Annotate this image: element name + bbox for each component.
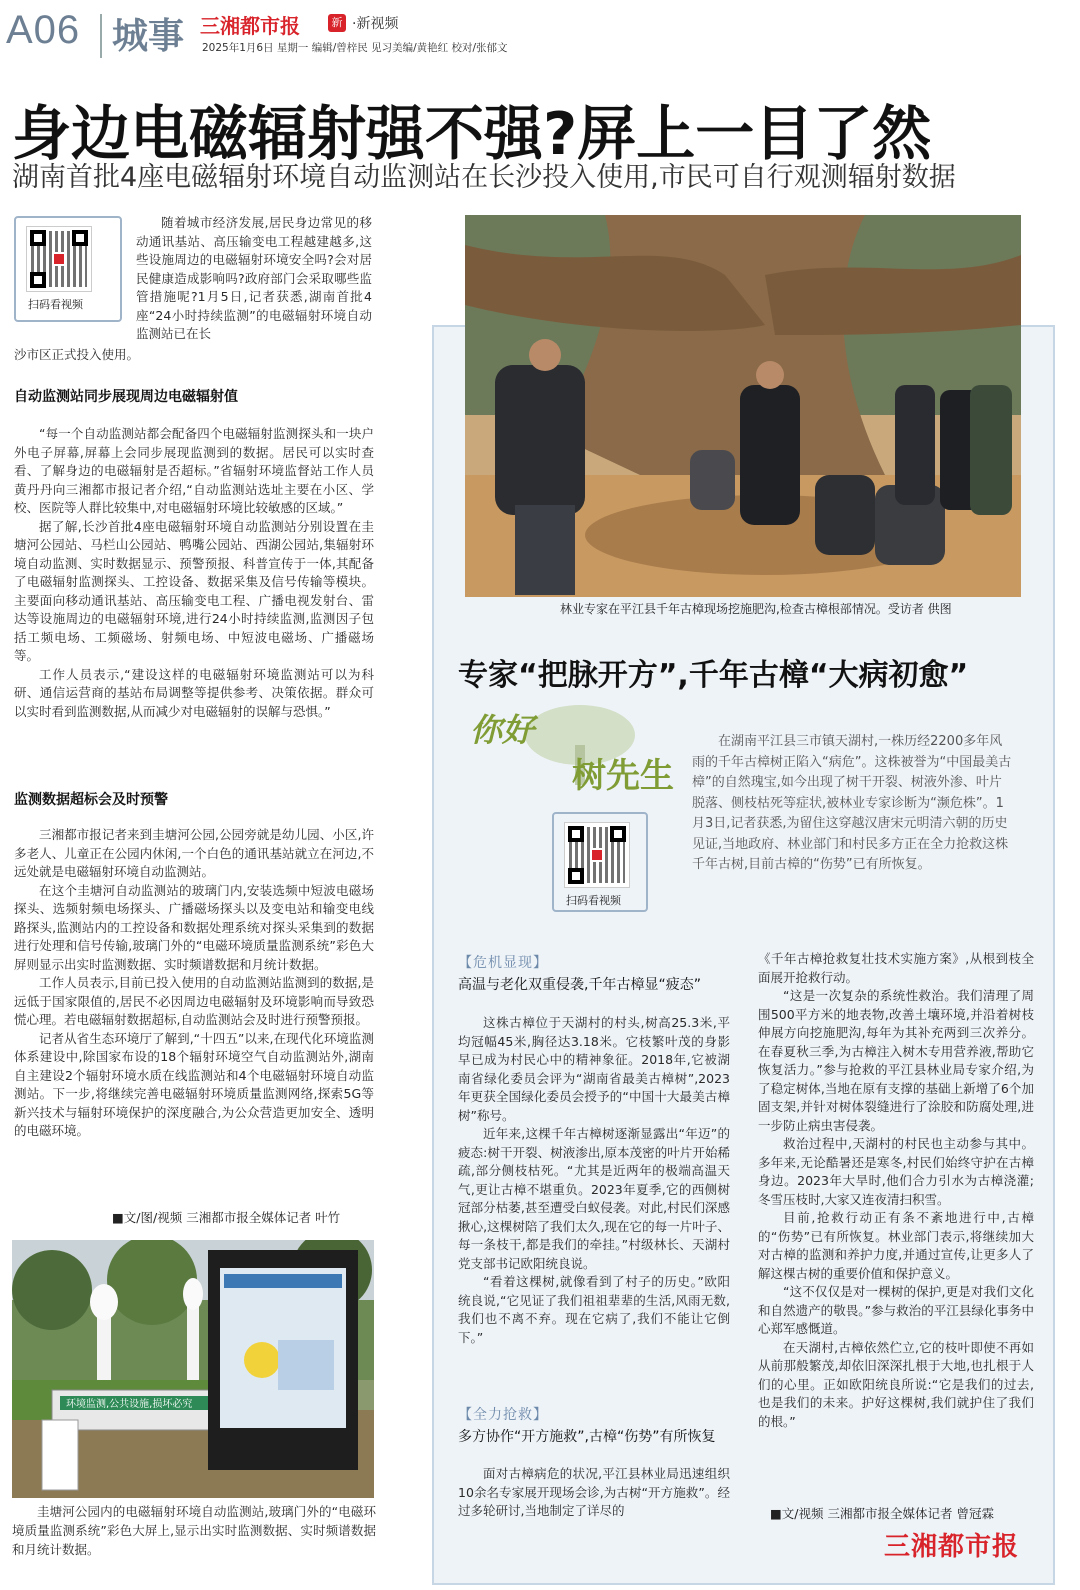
- ancient-camphor-photo: [465, 215, 1021, 597]
- story-lede: 在湖南平江县三市镇天湖村,一株历经2200多年风雨的千年古樟树正陷入“病危”。这株被誉为“中国最美古樟”的自然瑰宝,如今出现了树干开裂、树液外渗、叶片脱落、侧枝枯死等症状,被林业专家诊断为“濒危株”。1月3日,记者获悉,为留住这穿越汉唐宋元明清六朝的历史见证,当地政府、林业部门和村民多方正在全力抢救这株千年古树,目前古樟的“伤势”已有所恢复。: [692, 734, 1012, 872]
- main-headline: 身边电磁辐射强不强?屏上一目了然: [12, 99, 932, 168]
- footer-brand-logo: 三湘都市报: [884, 1532, 1020, 1562]
- page-number: A06: [6, 8, 81, 52]
- story-body-col1: 这株古樟位于天湖村的村头,树高25.3米,平均冠幅45米,胸径达3.18米。它枝繁叶茂的身影早已成为村民心中的精神象征。2018年,它被湖南省绿化委员会评为“湖南省最美古樟树”,2023年更获全国绿化委员会授予的“中国十大最美古樟树”称号。 近年来,这棵千年古樟树逐渐显露出“年迈”的疲态:树干开裂、树液渗出,原本茂密的叶片开始稀疏,部分侧枝枯死。“尤其是近两年的极端高温天气,更让古樟不堪重负。2023年夏季,它的西侧树冠部分枯萎,甚至遭受白蚁侵袭。对此,村民们深感揪心,这棵树陪了我们太久,现在它的每一片叶子、每一条枝干,都是我们的牵挂。”村级林长、天湖村党支部书记欧阳统良说。 “看着这棵树,就像看到了村子的历史。”欧阳统良说,“它见证了我们祖祖辈辈的生活,风雨无数,我们也不离不弃。现在它病了,我们不能让它倒下。”: [458, 1015, 730, 1345]
- story-body-col2: 《千年古樟抢救复壮技术实施方案》,从根到枝全面展开抢救行动。 “这是一次复杂的系统性救治。我们清理了周围500平方米的地表物,改善土壤环境,并沿着树枝伸展方向挖施肥沟,每年为其补充两到三次养分。在春夏秋三季,为古樟注入树木专用营养液,帮助它恢复活力。”参与抢救的平江县林业局专家介绍,为了稳定树体,当地在原有支撑的基础上新增了6个加固支架,并针对树体裂缝进行了涂胶和防腐处理,进一步防止病虫害侵袭。 救治过程中,天湖村的村民也主动参与其中。多年来,无论酷暑还是寒冬,村民们始终守护在古樟身边。2023年大旱时,他们合力引水为古樟浇灌;冬雪压枝时,大家又连夜清扫积雪。 目前,抢救行动正有条不紊地进行中,古樟的“伤势”已有所恢复。林业部门表示,将继续加大对古樟的监测和养护力度,并通过宣传,让更多人了解这棵古树的重要价值和保护意义。 “这不仅仅是对一棵树的保护,更是对我们文化和自然遗产的敬畏。”参与救治的平江县绿化事务中心郑军感慨道。 在天湖村,古樟依然伫立,它的枝叶即使不再如从前那般繁茂,却依旧深深扎根于大地,也扎根于人们的心里。正如欧阳统良所说:“它是我们的过去,也是我们的未来。护好这棵树,我们就护住了我们的根。”: [758, 951, 1034, 1429]
- intro-paragraph: 随着城市经济发展,居民身边常见的移动通讯基站、高压输变电工程越建越多,这些设施周边的电磁辐射环境安全吗?会对居民健康造成影响吗?政府部门会采取哪些监管措施呢?1月5日,记者获悉,湖南首批4座“24小时持续监测”的电磁辐射环境自动监测站已在长: [136, 215, 372, 341]
- intro-paragraph-tail: 沙市区正式投入使用。: [14, 347, 140, 362]
- story-title: 专家“把脉开方”,千年古樟“大病初愈”: [458, 658, 969, 693]
- qr-caption-left: 扫码看视频: [28, 298, 83, 311]
- section-heading: 监测数据超标会及时预警: [14, 792, 168, 808]
- photo-illustration: [465, 215, 1021, 597]
- column-badge-hello: 你好: [470, 711, 535, 749]
- byline: ■文/图/视频 三湘都市报全媒体记者 叶竹: [112, 1210, 341, 1225]
- newspaper-brand: 三湘都市报: [200, 14, 300, 38]
- subsection-label: 【危机显现】: [458, 955, 548, 971]
- qr-caption-right: 扫码看视频: [566, 894, 621, 907]
- byline: ■文/视频 三湘都市报全媒体记者 曾冠霖: [770, 1506, 994, 1521]
- qr-code-left[interactable]: [26, 226, 92, 292]
- story-body-col1-tail: 面对古樟病危的状况,平江县林业局迅速组织10余名专家展开现场会诊,为古树“开方施救”。经过多轮研讨,当地制定了详尽的: [458, 1466, 730, 1518]
- photo-illustration: [12, 1240, 374, 1498]
- column-badge-mr-tree: 树先生: [572, 756, 674, 796]
- header-divider: [100, 14, 102, 58]
- main-subhead: 湖南首批4座电磁辐射环境自动监测站在长沙投入使用,市民可自行观测辐射数据: [12, 162, 956, 193]
- section-body: 三湘都市报记者来到圭塘河公园,公园旁就是幼儿园、小区,许多老人、儿童正在公园内休闲,一个白色的通讯基站就立在河边,不远处就是电磁辐射环境自动监测站。 在这个圭塘河自动监测站的玻璃门内,安装选频中短波电磁场探头、选频射频电场探头、广播磁场探头以及变电站和输变电线路探头,监测站内的工控设备和数据处理系统对探头采集到的数据进行处理和信号传输,玻璃门外的“电磁环境质量监测系统”彩色大屏则显示出实时监测数据、实时频谱数据和月统计数据。 工作人员表示,目前已投入使用的自动监测站监测到的数据,是远低于国家限值的,居民不必因周边电磁辐射及环境影响而导致恐慌心理。若电磁辐射数据超标,自动监测站会及时进行预警预报。 记者从省生态环境厅了解到,“十四五”以来,在现代化环境监测体系建设中,除国家布设的18个辐射环境空气自动监测站外,湖南自主建设2个辐射环境水质在线监测站和4个电磁辐射环境自动监测站。下一步,将继续完善电磁辐射环境质量监测网络,探索5G等新兴技术与辐射环境保护的深度融合,为公众营造更加安全、透明的电磁环境。: [14, 827, 374, 1138]
- photo-caption-left: 圭塘河公园内的电磁辐射环境自动监测站,玻璃门外的“电磁环境质量监测系统”彩色大屏上,显示出实时监测数据、实时频谱数据和月统计数据。: [12, 1504, 376, 1557]
- subsection-heading: 多方协作“开方施救”,古樟“伤势”有所恢复: [458, 1429, 716, 1445]
- section-body: “每一个自动监测站都会配备四个电磁辐射监测探头和一块户外电子屏幕,屏幕上会同步展现监测到的数据。居民可以实时查看、了解身边的电磁辐射是否超标。”省辐射环境监督站工作人员黄丹丹向三湘都市报记者介绍,“自动监测站选址主要在小区、学校、医院等人群比较集中,对电磁辐射环境比较敏感的区域。” 据了解,长沙首批4座电磁辐射环境自动监测站分别设置在圭塘河公园站、马栏山公园站、鸭嘴公园站、西湖公园站,集辐射环境自动监测、实时数据显示、预警预报、科普宣传于一体,其配备了电磁辐射监测探头、工控设备、数据采集及信号传输等模块。主要面向移动通讯基站、高压输变电工程、广播电视发射台、雷达等设施周边的电磁辐射环境,进行24小时持续监测,监测因子包括工频电场、工频磁场、射频电场、中短波电磁场、广播磁场等。 工作人员表示,“建设这样的电磁辐射环境监测站可以为科研、通信运营商的基站布局调整等提供参考、决策依据。群众可以实时看到监测数据,从而减少对电磁辐射的误解与恐惧。”: [14, 426, 374, 719]
- section-heading: 自动监测站同步展现周边电磁辐射值: [14, 389, 238, 405]
- video-logo-text: ·新视频: [352, 16, 399, 32]
- video-logo-icon: 新: [328, 14, 346, 32]
- photo-sign-text: 环境监测,公共设施,损坏必究: [66, 1399, 193, 1410]
- subsection-heading: 高温与老化双重侵袭,千年古樟显“疲态”: [458, 977, 701, 993]
- section-name: 城事: [112, 16, 185, 57]
- subsection-label: 【全力抢救】: [458, 1407, 548, 1423]
- photo-caption-right: 林业专家在平江县千年古樟现场挖施肥沟,检查古樟根部情况。受访者 供图: [560, 602, 952, 616]
- issue-meta: 2025年1月6日 星期一 编辑/曾梓民 见习美编/黄艳红 校对/张郁文: [202, 42, 508, 54]
- monitoring-station-photo: [12, 1240, 374, 1498]
- qr-code-right[interactable]: [564, 822, 630, 888]
